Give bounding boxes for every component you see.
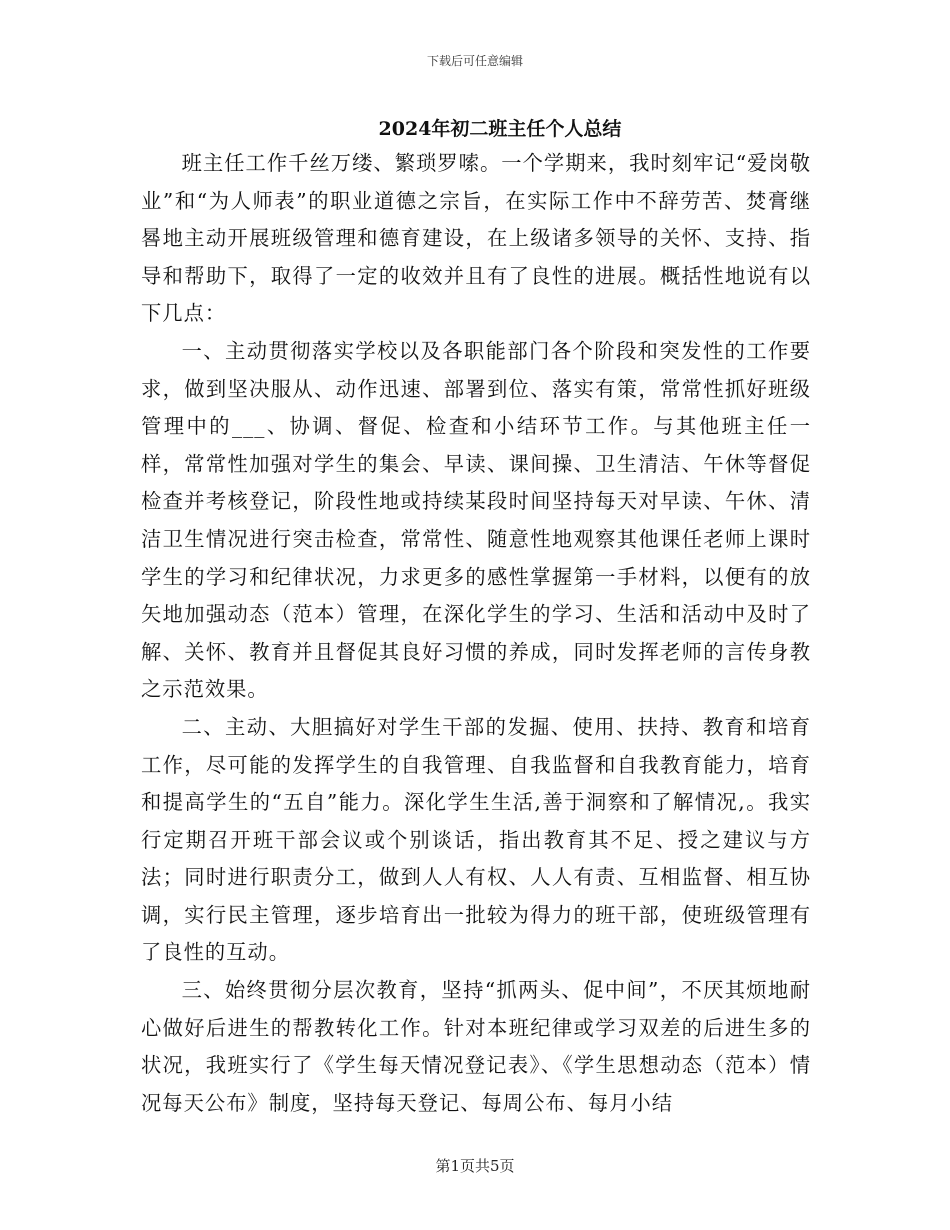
paragraph-point-one: 一、主动贯彻落实学校以及各职能部门各个阶段和突发性的工作要求，做到坚决服从、动作迅速、部署到位、落实有策，常常性抓好班级管理中的___、协调、督促、检查和小结环节工作。与其他班主任一样，常常性加强对学生的集会、早读、课间操、卫生清洁、午休等督促检查并考核登记，阶段性地或持续某段时间坚持每天对早读、午休、清洁卫生情况进行突击检查，常常性、随意性地观察其他课任老师上课时学生的学习和纪律状况，力求更多的感性掌握第一手材料，以便有的放矢地加强动态（范本）管理，在深化学生的学习、生活和活动中及时了解、关怀、教育并且督促其良好习惯的养成，同时发挥老师的言传身教之示范效果。 [141,338,811,702]
page-number-footer: 第1页共5页 [435,1157,515,1175]
document-body [141,145,811,1122]
paragraph-point-three: 三、始终贯彻分层次教育，坚持“抓两头、促中间”，不厌其烦地耐心做好后进生的帮教转化工作。针对本班纪律或学习双差的后进生多的状况，我班实行了《学生每天情况登记表》、《学生思想动态（范本）情况每天公布》制度，坚持每天登记、每周公布、每月小结 [141,978,811,1115]
paragraph-intro: 班主任工作千丝万缕、繁琐罗嗦。一个学期来，我时刻牢记“爱岗敬业”和“为人师表”的职业道德之宗旨，在实际工作中不辞劳苦、焚膏继晷地主动开展班级管理和德育建设，在上级诸多领导的关怀、支持、指导和帮助下，取得了一定的收效并且有了良性的进展。概括性地说有以下几点： [141,151,811,326]
document-title: 2024年初二班主任个人总结 [378,118,622,140]
paragraph-point-two: 二、主动、大胆搞好对学生干部的发掘、使用、扶持、教育和培育工作，尽可能的发挥学生的自我管理、自我监督和自我教育能力，培育和提高学生的“五自”能力。深化学生生活,善于洞察和了解情况,。我实行定期召开班干部会议或个别谈话，指出教育其不足、授之建议与方法；同时进行职责分工，做到人人有权、人人有责、互相监督、相互协调，实行民主管理，逐步培育出一批较为得力的班干部，使班级管理有了良性的互动。 [141,714,811,965]
page-header-note: 下载后可任意编辑 [426,54,523,68]
